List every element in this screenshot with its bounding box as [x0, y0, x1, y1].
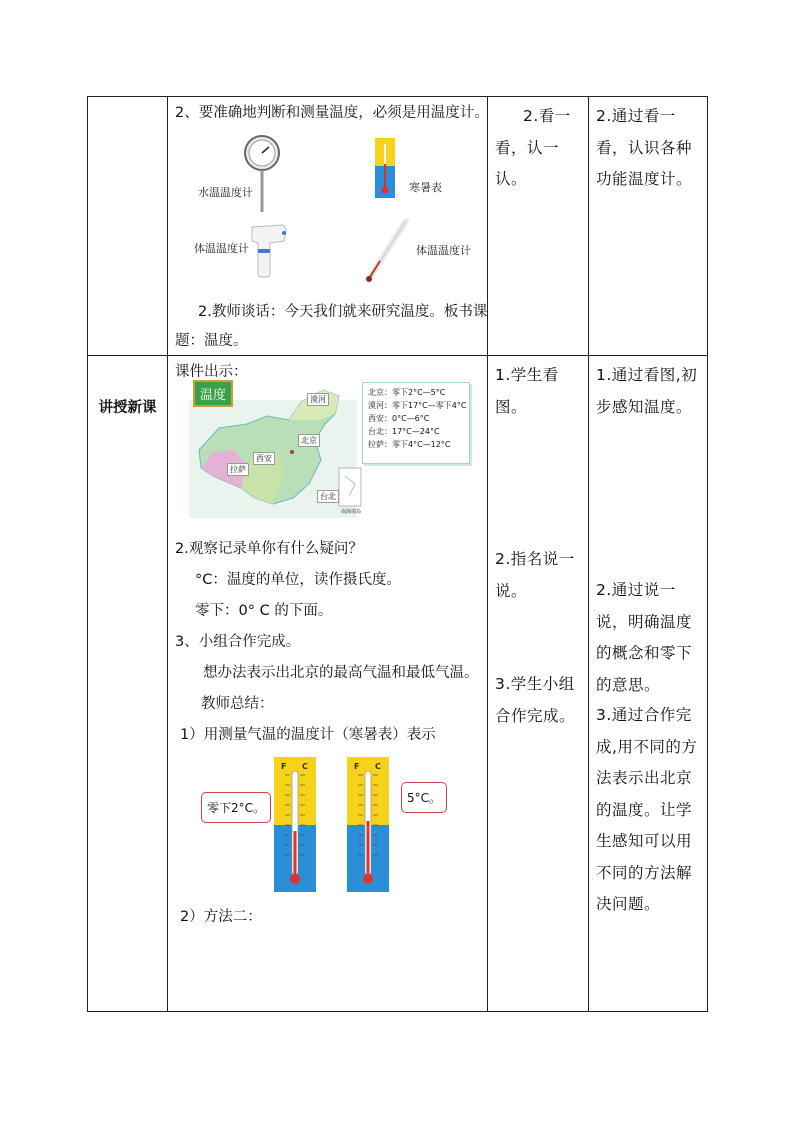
row-observe: [88, 97, 708, 356]
scale-f-label: F: [281, 762, 287, 771]
thermometer-right: [347, 757, 389, 892]
student-activity-1: 1.学生看图。: [495, 366, 559, 416]
section-cell: [88, 356, 168, 1012]
teacher-talk-line1: 2.教师谈话：今天我们就来研究温度。板书课: [198, 304, 488, 320]
student-activity-cell: [488, 356, 589, 1012]
method-2: 2）方法二：: [180, 909, 262, 925]
teacher-talk-line2: 题：温度。: [175, 333, 248, 349]
design-intent-cell: [589, 97, 708, 356]
courseware-line: 课件出示：: [175, 364, 248, 380]
student-activity-2: 2.指名说一说。: [495, 550, 575, 600]
clinical-thermometer-label: 体温温度计: [416, 244, 471, 257]
content-cell-thermometers: [168, 97, 488, 356]
thermometer-left: [274, 757, 316, 892]
city-label-xian: 西安: [253, 452, 275, 465]
south-china-sea-label: 南海诸岛: [341, 509, 362, 515]
scale-c-label: C: [375, 762, 381, 771]
question-2: 2.观察记录单你有什么疑问？: [175, 541, 363, 557]
design-intent-3: 3.通过合作完成,用不同的方法表示出北京的温度。让学生感知可以用不同的方法解决问题。: [596, 706, 698, 913]
city-label-mohe: 漠河: [307, 393, 329, 406]
mercury-column: [367, 821, 370, 877]
student-activity-cell: [488, 97, 589, 356]
student-activity-text: 2.看一看，认一认。: [495, 107, 571, 188]
student-activity-3: 3.学生小组合作完成。: [495, 675, 576, 725]
city-label-taibei: 台北: [317, 490, 339, 503]
city-label-lhasa: 拉萨: [227, 463, 249, 476]
intro-line: 2、要准确地判断和测量温度，必须是用温度计。: [175, 105, 489, 121]
clinical-thermometer-image: [360, 217, 412, 287]
scale-f-label: F: [354, 762, 360, 771]
cold-hot-meter-image: [375, 138, 395, 198]
scale-c-label: C: [302, 762, 308, 771]
temperature-map: [189, 380, 479, 520]
question-3-task: 想办法表示出北京的最高气温和最低气温。: [203, 665, 479, 681]
record-line: 拉萨：零下4°C—12°C: [368, 440, 451, 449]
mercury-column: [294, 831, 297, 877]
callout-right: 5°C。: [401, 782, 447, 813]
design-intent-2: 2.通过说一说，明确温度的概念和零下的意思。: [596, 581, 693, 694]
temperature-record-sheet: [362, 382, 470, 464]
thermometer-bulb: [363, 874, 373, 884]
row-new-lesson: [88, 356, 708, 1012]
unit-explanation: °C：温度的单位，读作摄氏度。: [195, 572, 401, 588]
water-thermometer-label: 水温温度计: [198, 186, 253, 199]
record-line: 漠河：零下17°C—零下4°C: [368, 401, 467, 410]
lesson-table: [87, 96, 708, 1012]
design-intent-1: 1.通过看图,初步感知温度。: [596, 366, 698, 416]
city-label-beijing: 北京: [298, 434, 320, 447]
thermometer-bulb: [290, 874, 300, 884]
teacher-summary: 教师总结：: [201, 696, 274, 712]
infrared-thermometer-label: 体温温度计: [194, 242, 249, 255]
temperature-badge: 温度: [193, 380, 233, 407]
infrared-thermometer-image: [248, 223, 288, 279]
record-line: 西安：0°C—6°C: [368, 414, 430, 423]
method-1: 1）用测量气温的温度计（寒暑表）表示: [180, 727, 436, 743]
below-zero-explanation: 零下：0° C 的下面。: [195, 603, 333, 619]
water-thermometer-image: [242, 135, 282, 213]
record-line: 台北：17°C—24°C: [368, 427, 440, 436]
record-line: 北京：零下2°C—5°C: [368, 388, 446, 397]
design-intent-cell: [589, 356, 708, 1012]
callout-left: 零下2°C。: [201, 792, 271, 823]
cold-hot-meter-label: 寒暑表: [409, 181, 442, 194]
content-cell-lesson: [168, 356, 488, 1012]
section-cell-empty: [88, 97, 168, 356]
question-3: 3、小组合作完成。: [175, 634, 301, 650]
section-title: 讲授新课: [98, 400, 157, 416]
design-intent-text: 2.通过看一看，认识各种功能温度计。: [596, 107, 693, 188]
